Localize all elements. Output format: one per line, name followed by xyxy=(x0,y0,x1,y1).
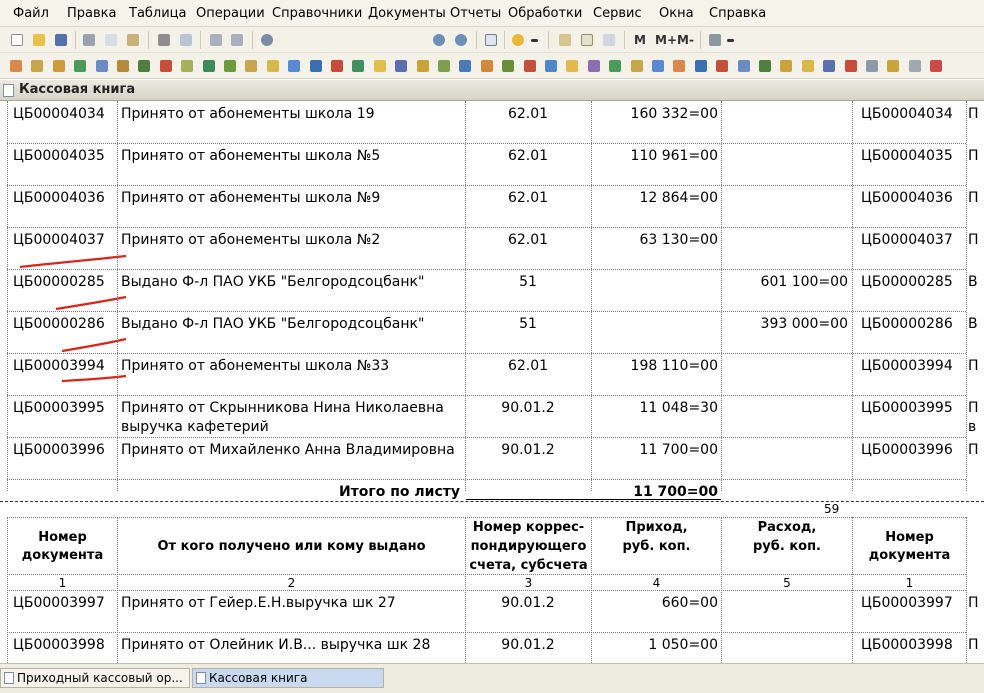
operation-icon[interactable] xyxy=(200,57,218,75)
toolbar-separator xyxy=(252,31,253,49)
operation-icon-glyph xyxy=(652,60,664,72)
clipped-text: П xyxy=(968,442,979,458)
menu-6[interactable]: Отчеты xyxy=(450,6,502,21)
row-divider xyxy=(7,143,966,144)
menu-0[interactable]: Файл xyxy=(13,6,49,21)
income-amount: 160 332=00 xyxy=(630,106,718,122)
operation-icon-glyph xyxy=(288,60,300,72)
row-divider xyxy=(7,632,966,633)
income-amount: 63 130=00 xyxy=(639,232,718,248)
operation-icon-glyph xyxy=(609,60,621,72)
operation-icon-glyph xyxy=(673,60,685,72)
doc-number-right: ЦБ00004034 xyxy=(861,106,953,122)
operation-icon-glyph xyxy=(695,60,707,72)
row-divider xyxy=(7,395,966,396)
doc-number: ЦБ00003998 xyxy=(13,637,105,653)
total-value: 11 700=00 xyxy=(633,484,718,500)
taskbar-tab-label: Приходный кассовый ор... xyxy=(17,671,183,685)
new-document-icon[interactable] xyxy=(8,31,26,49)
clipped-text: В xyxy=(968,316,978,332)
standard-toolbar xyxy=(0,27,984,53)
toolbar-separator xyxy=(624,31,625,49)
menu-2[interactable]: Таблица xyxy=(129,6,187,21)
operation-icon-glyph xyxy=(74,60,86,72)
search-icon[interactable] xyxy=(258,31,276,49)
clipped-text: П xyxy=(968,595,979,611)
correspondent-account: 51 xyxy=(519,316,537,332)
memory-button[interactable]: M xyxy=(634,33,646,47)
operation-icon-glyph xyxy=(203,60,215,72)
operation-icon-glyph xyxy=(310,60,322,72)
operation-icon[interactable] xyxy=(756,57,774,75)
header-from-whom: От кого получено или кому выдано xyxy=(157,539,426,554)
header-corr-account: счета, субсчета xyxy=(469,558,588,573)
chevron-down-icon[interactable] xyxy=(530,31,540,49)
operation-icon[interactable] xyxy=(178,57,196,75)
correspondent-account: 62.01 xyxy=(507,148,549,164)
doc-number-right: ЦБ00003994 xyxy=(861,358,953,374)
operation-icon[interactable] xyxy=(670,57,688,75)
menu-9[interactable]: Окна xyxy=(659,6,694,21)
toolbar-separator xyxy=(700,31,701,49)
description: Принято от абонементы школа №9 xyxy=(121,190,381,206)
operation-icon-glyph xyxy=(53,60,65,72)
table-icon[interactable] xyxy=(600,31,618,49)
find-previous-icon[interactable] xyxy=(452,31,470,49)
operation-icon[interactable] xyxy=(499,57,517,75)
operation-icon-glyph xyxy=(524,60,536,72)
operation-icon-glyph xyxy=(780,60,792,72)
column-number: 3 xyxy=(524,576,533,590)
operation-icon-glyph xyxy=(716,60,728,72)
header-corr-account: Номер коррес- xyxy=(472,520,585,535)
doc-number: ЦБ00004036 xyxy=(13,190,105,206)
document-icon xyxy=(196,672,206,684)
operation-icon-glyph xyxy=(331,60,343,72)
taskbar-tab-label: Кассовая книга xyxy=(209,671,308,685)
column-number: 1 xyxy=(905,576,914,590)
operation-icon-glyph xyxy=(566,60,578,72)
operation-icon-glyph xyxy=(930,60,942,72)
row-divider xyxy=(7,269,966,270)
settings-icon[interactable] xyxy=(706,31,724,49)
window-taskbar xyxy=(0,663,984,693)
operation-icon-glyph xyxy=(267,60,279,72)
doc-number: ЦБ00004037 xyxy=(13,232,105,248)
memory-plus-button[interactable]: M+ xyxy=(655,33,677,47)
operation-icon[interactable] xyxy=(563,57,581,75)
column-divider xyxy=(966,101,967,491)
doc-number-right: ЦБ00000285 xyxy=(861,274,953,290)
description: Принято от абонементы школа 19 xyxy=(121,106,375,122)
cash-book-report[interactable] xyxy=(0,101,984,663)
copy-icon[interactable] xyxy=(102,31,120,49)
operation-icon[interactable] xyxy=(713,57,731,75)
correspondent-account: 90.01.2 xyxy=(501,637,555,653)
description: Принято от Гейер.Е.Н.выручка шк 27 xyxy=(121,595,396,611)
description: Принято от абонементы школа №2 xyxy=(121,232,381,248)
header-doc-number-right: Номер xyxy=(885,530,934,545)
operation-icon-glyph xyxy=(224,60,236,72)
print-preview-icon[interactable] xyxy=(177,31,195,49)
operation-icon[interactable] xyxy=(456,57,474,75)
correspondent-account: 90.01.2 xyxy=(501,400,555,416)
doc-number-right: ЦБ00003995 xyxy=(861,400,953,416)
operation-icon-glyph xyxy=(866,60,878,72)
doc-number-right: ЦБ00003997 xyxy=(861,595,953,611)
cut-icon[interactable] xyxy=(80,31,98,49)
operation-icon-glyph xyxy=(352,60,364,72)
menu-7[interactable]: Обработки xyxy=(508,6,583,21)
operation-icon-glyph xyxy=(759,60,771,72)
operation-icon-glyph xyxy=(374,60,386,72)
operation-icon[interactable] xyxy=(307,57,325,75)
doc-number: ЦБ00000285 xyxy=(13,274,105,290)
income-amount: 660=00 xyxy=(661,595,718,611)
row-divider xyxy=(7,185,966,186)
calendar-icon[interactable] xyxy=(578,31,596,49)
description: Выдано Ф-л ПАО УКБ "Белгородсоцбанк" xyxy=(121,274,425,290)
column-numbers-line xyxy=(7,590,966,591)
row-divider xyxy=(7,479,966,480)
header-doc-number: Номер xyxy=(38,530,87,545)
doc-number: ЦБ00003995 xyxy=(13,400,105,416)
toolbar-separator xyxy=(75,31,76,49)
operation-icon-glyph xyxy=(631,60,643,72)
doc-number: ЦБ00004034 xyxy=(13,106,105,122)
toolbar-separator xyxy=(200,31,201,49)
operation-icon[interactable] xyxy=(392,57,410,75)
operation-icon[interactable] xyxy=(542,57,560,75)
toolbar-separator xyxy=(504,31,505,49)
toolbar-separator xyxy=(548,31,549,49)
income-amount: 1 050=00 xyxy=(648,637,718,653)
expense-amount: 393 000=00 xyxy=(760,316,848,332)
correspondent-account: 62.01 xyxy=(507,190,549,206)
operation-icon-glyph xyxy=(459,60,471,72)
header-expense: Расход, xyxy=(757,520,817,535)
description: Выдано Ф-л ПАО УКБ "Белгородсоцбанк" xyxy=(121,316,425,332)
header-doc-number: документа xyxy=(21,548,104,563)
clipped-text: В xyxy=(968,274,978,290)
clipped-text: в xyxy=(968,419,977,435)
doc-number-right: ЦБ00003998 xyxy=(861,637,953,653)
operation-icon-glyph xyxy=(96,60,108,72)
operation-icon-glyph xyxy=(802,60,814,72)
correspondent-account: 90.01.2 xyxy=(501,442,555,458)
header-income: руб. коп. xyxy=(622,539,691,554)
clipped-text: П xyxy=(968,637,979,653)
correspondent-account: 62.01 xyxy=(507,358,549,374)
undo-icon[interactable] xyxy=(207,31,225,49)
document-title: Кассовая книга xyxy=(19,82,136,97)
operation-icon-glyph xyxy=(417,60,429,72)
header-income: Приход, xyxy=(625,520,688,535)
operation-icon[interactable] xyxy=(157,57,175,75)
income-amount: 198 110=00 xyxy=(630,358,718,374)
operation-icon[interactable] xyxy=(114,57,132,75)
menu-8[interactable]: Сервис xyxy=(593,6,642,21)
operation-icon[interactable] xyxy=(927,57,945,75)
operation-icon[interactable] xyxy=(7,57,25,75)
operation-icon-glyph xyxy=(909,60,921,72)
operation-icon[interactable] xyxy=(478,57,496,75)
operation-icon[interactable] xyxy=(606,57,624,75)
description-continued: выручка кафетерий xyxy=(121,419,269,435)
operation-icon-glyph xyxy=(845,60,857,72)
clipped-text: П xyxy=(968,400,979,416)
description: Принято от Скрынникова Нина Николаевна xyxy=(121,400,444,416)
chevron-down-icon[interactable] xyxy=(726,31,736,49)
find-next-icon[interactable] xyxy=(430,31,448,49)
operation-icon[interactable] xyxy=(371,57,389,75)
column-divider xyxy=(721,101,722,491)
correspondent-account: 62.01 xyxy=(507,106,549,122)
doc-number-right: ЦБ00000286 xyxy=(861,316,953,332)
operation-icon-glyph xyxy=(481,60,493,72)
operations-toolbar xyxy=(0,53,984,79)
row-divider xyxy=(7,353,966,354)
operation-icon-glyph xyxy=(117,60,129,72)
taskbar-tab[interactable] xyxy=(0,668,190,688)
menu-3[interactable]: Операции xyxy=(196,6,265,21)
column-divider xyxy=(852,101,853,491)
document-icon xyxy=(4,672,14,684)
description: Принято от абонементы школа №33 xyxy=(121,358,390,374)
operation-icon[interactable] xyxy=(863,57,881,75)
clipped-text: П xyxy=(968,232,979,248)
operation-icon[interactable] xyxy=(28,57,46,75)
description: Принято от Михайленко Анна Владимировна xyxy=(121,442,455,458)
correspondent-account: 62.01 xyxy=(507,232,549,248)
header-top-line xyxy=(7,517,966,518)
operation-icon[interactable] xyxy=(242,57,260,75)
doc-number-right: ЦБ00004035 xyxy=(861,148,953,164)
paste-icon[interactable] xyxy=(124,31,142,49)
doc-number: ЦБ00003994 xyxy=(13,358,105,374)
header-doc-number-right: документа xyxy=(868,548,951,563)
operation-icon[interactable] xyxy=(777,57,795,75)
document-title-bar xyxy=(0,80,984,101)
page-number: 59 xyxy=(824,502,840,516)
operation-icon[interactable] xyxy=(692,57,710,75)
clipped-text: П xyxy=(968,148,979,164)
taskbar-tab-active[interactable] xyxy=(192,668,384,688)
column-divider xyxy=(7,101,8,491)
operation-icon[interactable] xyxy=(221,57,239,75)
operation-icon[interactable] xyxy=(649,57,667,75)
total-label: Итого по листу xyxy=(338,484,460,500)
operation-icon-glyph xyxy=(588,60,600,72)
operation-icon[interactable] xyxy=(906,57,924,75)
income-amount: 110 961=00 xyxy=(630,148,718,164)
description: Принято от Олейник И.В... выручка шк 28 xyxy=(121,637,431,653)
operation-icon[interactable] xyxy=(328,57,346,75)
expense-amount: 601 100=00 xyxy=(760,274,848,290)
operation-icon-glyph xyxy=(438,60,450,72)
clipped-text: П xyxy=(968,106,979,122)
column-divider xyxy=(966,517,967,663)
operation-icon[interactable] xyxy=(285,57,303,75)
operation-icon[interactable] xyxy=(628,57,646,75)
save-icon[interactable] xyxy=(52,31,70,49)
clipped-text: П xyxy=(968,358,979,374)
menu-4[interactable]: Справочники xyxy=(272,6,363,21)
description: Принято от абонементы школа №5 xyxy=(121,148,381,164)
operation-icon-glyph xyxy=(887,60,899,72)
doc-number: ЦБ00003997 xyxy=(13,595,105,611)
correspondent-account: 90.01.2 xyxy=(501,595,555,611)
info-icon[interactable] xyxy=(509,31,527,49)
operation-icon[interactable] xyxy=(71,57,89,75)
row-divider xyxy=(7,437,966,438)
column-number: 4 xyxy=(652,576,661,590)
operation-icon-glyph xyxy=(545,60,557,72)
open-folder-icon[interactable] xyxy=(30,31,48,49)
toolbar-separator xyxy=(148,31,149,49)
print-icon[interactable] xyxy=(155,31,173,49)
operation-icon[interactable] xyxy=(842,57,860,75)
calculator-icon[interactable] xyxy=(556,31,574,49)
operation-icon-glyph xyxy=(31,60,43,72)
operation-icon-glyph xyxy=(181,60,193,72)
operation-icon[interactable] xyxy=(50,57,68,75)
column-number: 5 xyxy=(783,576,791,590)
income-amount: 12 864=00 xyxy=(639,190,718,206)
header-expense: руб. коп. xyxy=(753,539,821,554)
operation-icon[interactable] xyxy=(135,57,153,75)
document-icon xyxy=(3,84,14,97)
operation-icon[interactable] xyxy=(349,57,367,75)
operation-icon[interactable] xyxy=(264,57,282,75)
doc-number-right: ЦБ00004036 xyxy=(861,190,953,206)
operation-icon-glyph xyxy=(10,60,22,72)
total-underline xyxy=(466,499,721,500)
column-number: 1 xyxy=(58,576,67,590)
operation-icon[interactable] xyxy=(521,57,539,75)
doc-number-right: ЦБ00004037 xyxy=(861,232,953,248)
doc-number-right: ЦБ00003996 xyxy=(861,442,953,458)
column-number: 2 xyxy=(287,576,296,590)
menu-1[interactable]: Правка xyxy=(67,6,117,21)
operation-icon[interactable] xyxy=(585,57,603,75)
income-amount: 11 700=00 xyxy=(639,442,718,458)
correspondent-account: 51 xyxy=(519,274,537,290)
doc-number: ЦБ00004035 xyxy=(13,148,105,164)
operation-icon[interactable] xyxy=(435,57,453,75)
operation-icon[interactable] xyxy=(414,57,432,75)
operation-icon-glyph xyxy=(823,60,835,72)
operation-icon[interactable] xyxy=(735,57,753,75)
operation-icon-glyph xyxy=(160,60,172,72)
operation-icon-glyph xyxy=(738,60,750,72)
clipped-text: П xyxy=(968,190,979,206)
redo-icon[interactable] xyxy=(228,31,246,49)
windows-icon[interactable] xyxy=(482,31,500,49)
operation-icon-glyph xyxy=(502,60,514,72)
memory-minus-button[interactable]: M- xyxy=(677,33,694,47)
toolbar-separator xyxy=(476,31,477,49)
column-divider xyxy=(117,101,118,491)
operation-icon-glyph xyxy=(138,60,150,72)
doc-number: ЦБ00000286 xyxy=(13,316,105,332)
operation-icon-glyph xyxy=(395,60,407,72)
header-corr-account: пондирующего xyxy=(470,539,587,554)
operation-icon[interactable] xyxy=(93,57,111,75)
operation-icon[interactable] xyxy=(884,57,902,75)
row-divider xyxy=(7,311,966,312)
operation-icon[interactable] xyxy=(799,57,817,75)
header-bottom-line xyxy=(7,574,966,575)
operation-icon[interactable] xyxy=(820,57,838,75)
income-amount: 11 048=30 xyxy=(639,400,718,416)
row-divider xyxy=(7,227,966,228)
menu-10[interactable]: Справка xyxy=(709,6,767,21)
menu-5[interactable]: Документы xyxy=(368,6,446,21)
menu-bar xyxy=(0,0,984,27)
operation-icon-glyph xyxy=(245,60,257,72)
doc-number: ЦБ00003996 xyxy=(13,442,105,458)
